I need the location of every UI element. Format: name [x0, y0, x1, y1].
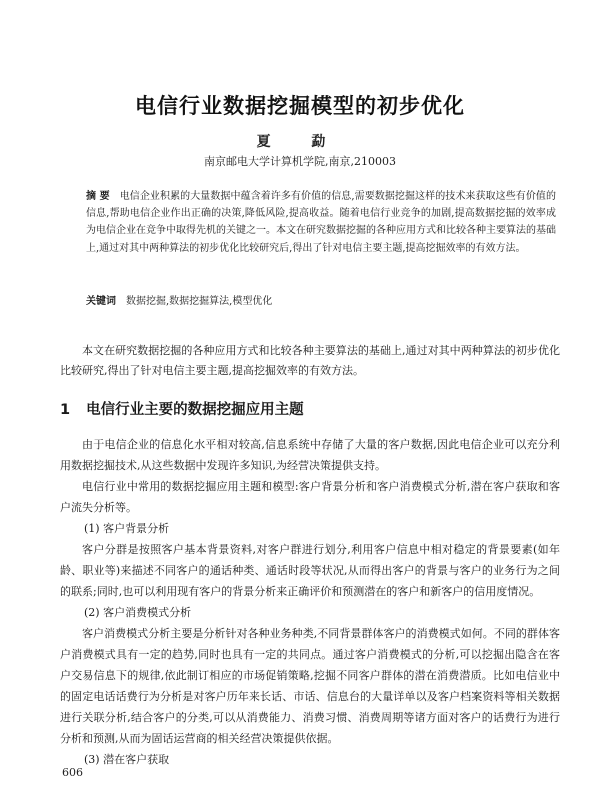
keywords-text: 数据挖掘,数据挖掘算法,模型优化 — [126, 296, 273, 307]
author: 夏 勐 — [256, 134, 344, 150]
intro-paragraph: 本文在研究数据挖掘的各种应用方式和比较各种主要算法的基础上,通过对其中两种算法的初步优化比较研究,得出了针对电信主要主题,提高挖掘效率的有效方法。 — [60, 344, 560, 377]
paragraph: 客户消费模式分析主要是分析针对各种业务种类,不同背景群体客户的消费模式如何。不同的群体客户消费模式具有一定的趋势,同时也具有一定的共同点。通过客户消费模式的分析,可以挖掘出隐含在客户交易信息下的规律,依此制订相应的市场促销策略,挖掘不同客户群体的潜在消费潜质。比如电信业中的固定电话话费行为分析是对客户历年来长话、市话、信息台的大量详单以及客户档案资料等相关数据进行关联分析,结合客户的分类,可以从消费能力、消费习惯、消费周期等诸方面对客户的话费行为进行分析和预测,从而为固话运营商的相关经营决策提供依据。 — [60, 627, 560, 745]
subheading: (1) 客户背景分析 — [84, 522, 170, 535]
keywords — [86, 292, 556, 307]
abstract-text: 电信企业积累的大量数据中蕴含着许多有价值的信息,需要数据挖掘这样的技术来获取这些有价值的信息,帮助电信企业作出正确的决策,降低风险,提高收益。随着电信行业竞争的加剧,提高数据挖掘的效率成为电信企业在竞争中取得先机的关键之一。本文在研究数据挖掘的各种应用方式和比较各种主要算法的基础上,通过对其中两种算法的初步优化比较研究后,得出了针对电信主要主题,提高挖掘效率的有效方法。 — [86, 191, 556, 254]
body-text — [60, 434, 560, 770]
subheading: (2) 客户消费模式分析 — [84, 606, 192, 619]
keywords-label: 关键词 — [86, 296, 116, 307]
abstract-label: 摘 要 — [86, 191, 110, 202]
subheading: (3) 潜在客户获取 — [84, 753, 170, 766]
section-heading — [60, 398, 560, 419]
paragraph: 由于电信企业的信息化水平相对较高,信息系统中存储了大量的客户数据,因此电信企业可以充分利用数据挖掘技术,从这些数据中发现许多知识,为经营决策提供支持。 — [60, 438, 560, 472]
paragraph: 客户分群是按照客户基本背景资料,对客户群进行划分,利用客户信息中相对稳定的背景要素(如年龄、职业等)来描述不同客户的通话种类、通话时段等状况,从而得出客户的背景与客户的业务行为之间的联系;同时,也可以利用现有客户的背景分析来正确评价和预测潜在的客户和新客户的信用度情况。 — [60, 543, 560, 598]
page-number: 606 — [62, 766, 83, 779]
section-title: 电信行业主要的数据挖掘应用主题 — [86, 402, 304, 418]
abstract — [86, 188, 556, 257]
paragraph: 电信行业中常用的数据挖掘应用主题和模型:客户背景分析和客户消费模式分析,潜在客户获取和客户流失分析等。 — [60, 480, 560, 514]
paper-title: 电信行业数据挖掘模型的初步优化 — [135, 94, 465, 118]
section-number: 1 — [60, 402, 71, 418]
affiliation: 南京邮电大学计算机学院,南京,210003 — [204, 155, 396, 168]
